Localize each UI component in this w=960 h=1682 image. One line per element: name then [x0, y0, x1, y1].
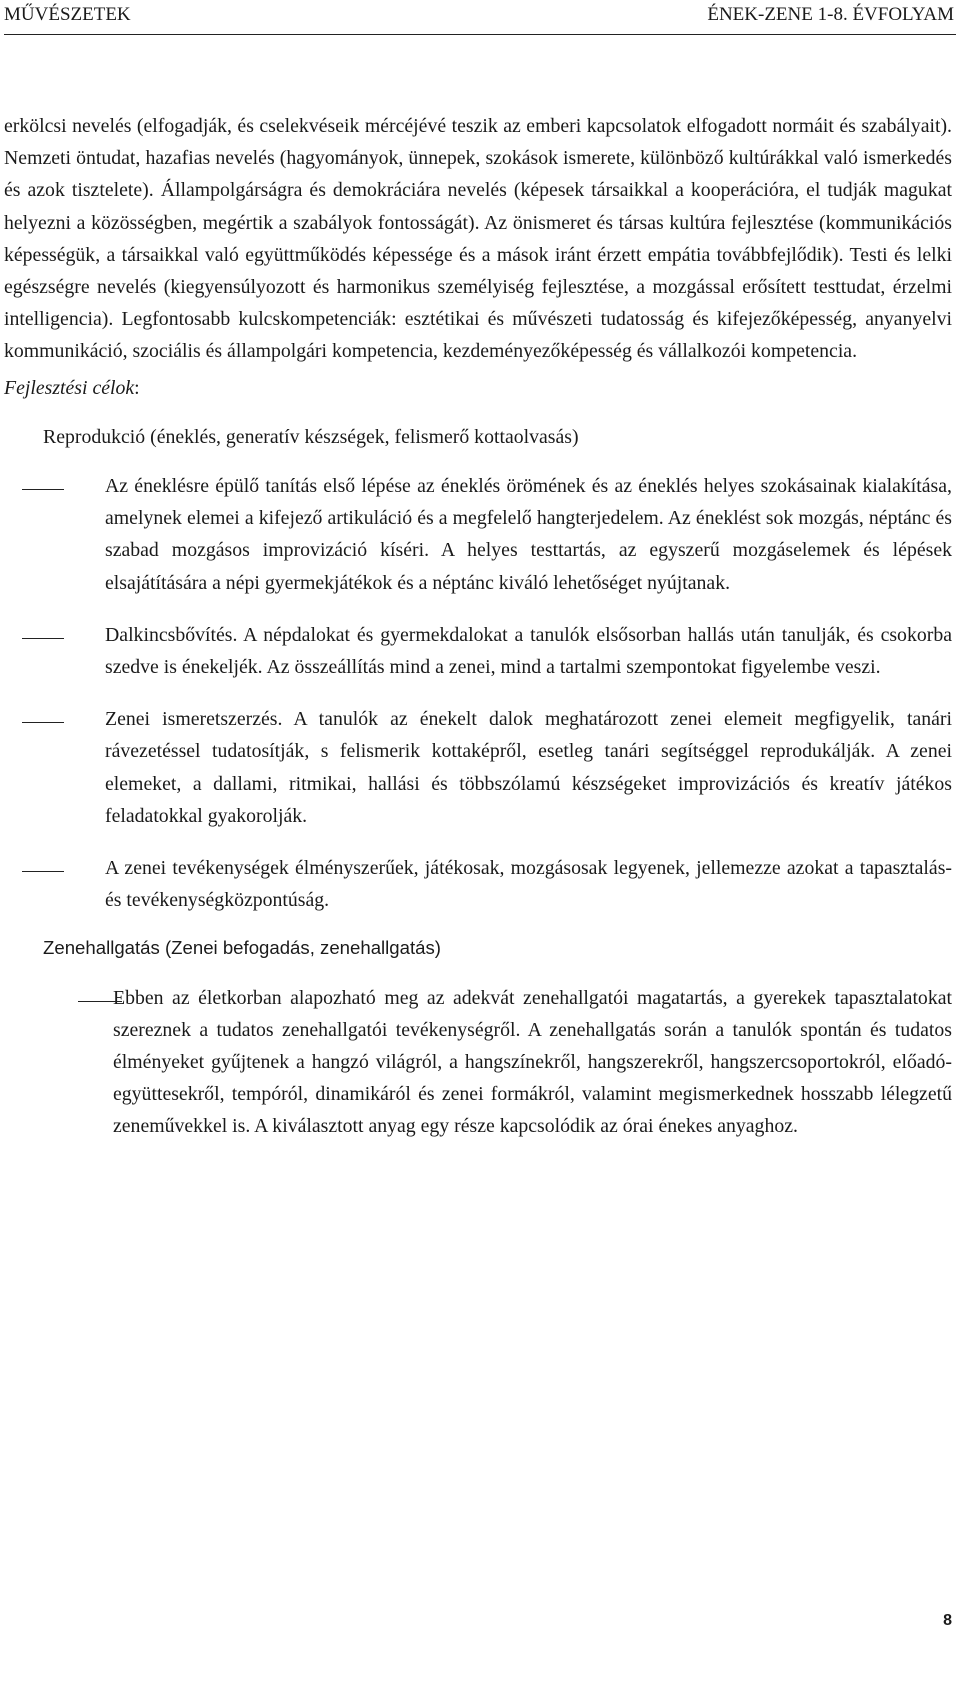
header-grade-range: ÉNEK-ZENE 1-8. ÉVFOLYAM [707, 4, 954, 25]
dash-bullet [22, 489, 64, 490]
page-header [0, 4, 960, 34]
goals-label-text: Fejlesztési célok [4, 376, 135, 399]
reproduction-item-text: Az éneklésre épülő tanítás első lépése az éneklés örömének és az éneklés helyes szokásainak kialakítása, amelynek elemei a kifejező artikuláció és a megfelelő hangterjedelem. Az éneklést sok mozgás, néptánc és szabad mozgásos improvizáció kíséri. A helyes testtartás, az egyszerű mozgáselemek és lépések elsajátítására a népi gyermekjátékok és a néptánc kiváló lehetőséget nyújtanak. [105, 475, 952, 594]
listening-item-1 [113, 982, 952, 1143]
reproduction-item-text: A zenei tevékenységek élményszerűek, játékosak, mozgásosak legyenek, jellemezze azokat a tapasztalás- és tevékenységközpontúság. [105, 857, 952, 912]
header-section-title: MŰVÉSZETEK [4, 4, 131, 25]
page-content [4, 110, 952, 1143]
reproduction-heading: Reprodukció (éneklés, generatív készségek, felismerő kottaolvasás) [43, 425, 579, 448]
page-number: 8 [943, 1612, 952, 1629]
reproduction-item-2 [105, 619, 952, 683]
goals-label [4, 372, 952, 404]
header-rule [4, 34, 956, 35]
dash-bullet [22, 871, 64, 872]
reproduction-item-text: Zenei ismeretszerzés. A tanulók az énekelt dalok meghatározott zenei elemeit megfigyelik, tanári rávezetéssel tudatosítják, s felismerik kottaképről, esetleg tanári segítséggel reprodukálják. A zenei elemeket, a dallami, ritmikai, hallási és többszólamú készségeket improvizációs és kreatív játékos feladatokkal gyakorolják. [105, 708, 952, 827]
dash-bullet [22, 722, 64, 723]
dash-bullet [22, 638, 64, 639]
reproduction-item-1 [105, 470, 952, 599]
reproduction-item-4 [105, 852, 952, 916]
intro-paragraph: erkölcsi nevelés (elfogadják, és cselekvéseik mércéjévé teszik az emberi kapcsolatok elfogadott normáit és szabályait). Nemzeti öntudat, hazafias nevelés (hagyományok, ünnepek, szokások ismerete, különböző kultúrákkal való ismerkedés és azok tisztelete). Állampolgárságra és demokráciára nevelés (képesek társaikkal a kooperációra, el tudják magukat helyezni a közösségben, megértik a szabályok fontosságát). Az önismeret és társas kultúra fejlesztése (kommunikációs képességük, a társaikkal való együttműködés képessége és a mások iránt érzett empátia továbbfejlődik). Testi és lelki egészségre nevelés (kiegyensúlyozott és harmonikus személyiség fejlesztése, a mozgással erősített testtudat, érzelmi intelligencia). Legfontosabb kulcskompetenciák: esztétikai és művészeti tudatosság és kifejezőképesség, anyanyelvi kommunikáció, szociális és állampolgári kompetencia, kezdeményezőképesség és vállalkozói kompetencia. [4, 115, 952, 363]
reproduction-item-3 [105, 703, 952, 832]
reproduction-item-text: Dalkincsbővítés. A népdalokat és gyermekdalokat a tanulók elsősorban hallás után tanulják, és csokorba szedve is énekeljék. Az összeállítás mind a zenei, mind a tartalmi szempontokat figyelembe veszi. [105, 623, 952, 679]
dash-bullet [78, 1001, 122, 1002]
listening-item-text: Ebben az életkorban alapozható meg az adekvát zenehallgatói magatartás, a gyerekek tapasztalatokat szereznek a tudatos zenehallgatói tevékenységről. A zenehallgatás során a tanulók spontán és tudatos élményeket gyűjtenek a hangzó világról, a hangszínekről, hangszerekről, hangszercsoportokról, előadó-együttesekről, tempóról, dinamikáról és zenei formákról, valamint megismerkednek hosszabb lélegzetű zeneművekkel is. A kiválasztott anyag egy része kapcsolódik az órai énekes anyaghoz. [113, 986, 952, 1138]
goals-label-colon: : [134, 376, 140, 399]
listening-heading: Zenehallgatás (Zenei befogadás, zenehallgatás) [43, 937, 441, 959]
